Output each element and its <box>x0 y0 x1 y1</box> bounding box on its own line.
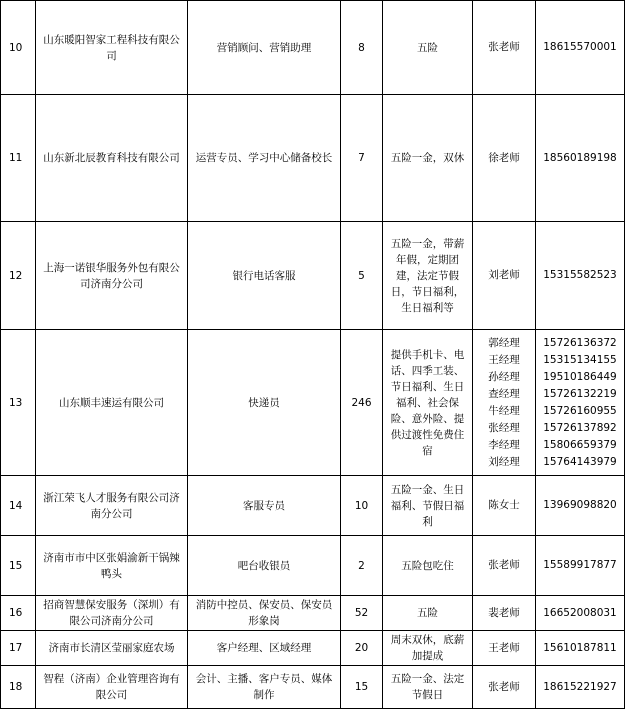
contact-person: 陈女士 <box>488 499 520 511</box>
job-position: 快递员 <box>188 330 341 476</box>
company-name: 招商智慧保安服务（深圳）有限公司济南分公司 <box>36 596 188 631</box>
contact-person: 李经理 <box>488 438 520 451</box>
contact-person: 徐老师 <box>488 151 520 164</box>
job-position: 营销顾问、营销助理 <box>188 1 341 95</box>
phone-cell <box>536 631 625 666</box>
table-row <box>1 596 625 631</box>
phone-number: 15315134155 <box>543 353 617 366</box>
contact-cell <box>473 222 536 330</box>
phone-number: 19510186449 <box>543 370 617 383</box>
phone-number: 15589917877 <box>543 559 617 571</box>
contact-cell <box>473 1 536 95</box>
phone-number: 15764143979 <box>543 455 617 468</box>
contact-cell <box>473 536 536 596</box>
company-name: 济南市长清区莹丽家庭农场 <box>36 631 188 666</box>
hire-count: 52 <box>341 596 383 631</box>
company-name: 上海一诺银华服务外包有限公司济南分公司 <box>36 222 188 330</box>
row-number: 10 <box>1 1 36 95</box>
table-row <box>1 476 625 536</box>
phone-cell <box>536 536 625 596</box>
table-row <box>1 330 625 476</box>
hire-count: 20 <box>341 631 383 666</box>
hire-count: 5 <box>341 222 383 330</box>
contact-person: 张老师 <box>488 680 520 693</box>
company-name: 济南市市中区张娟渝新干锅辣鸭头 <box>36 536 188 596</box>
job-position: 客服专员 <box>188 476 341 536</box>
benefits: 五险包吃住 <box>383 536 473 596</box>
hire-count: 15 <box>341 666 383 709</box>
phone-cell <box>536 1 625 95</box>
contact-cell <box>473 631 536 666</box>
job-position: 银行电话客服 <box>188 222 341 330</box>
phone-cell <box>536 476 625 536</box>
job-position: 会计、主播、客户专员、媒体制作 <box>188 666 341 709</box>
phone-cell <box>536 666 625 709</box>
row-number: 13 <box>1 330 36 476</box>
phone-number: 18615570001 <box>543 41 617 53</box>
benefits: 周末双休，底薪加提成 <box>383 631 473 666</box>
company-name: 山东暖阳智家工程科技有限公司 <box>36 1 188 95</box>
job-position: 运营专员、学习中心储备校长 <box>188 95 341 222</box>
row-number: 12 <box>1 222 36 330</box>
benefits: 五险 <box>383 1 473 95</box>
table-row <box>1 1 625 95</box>
contact-cell <box>473 666 536 709</box>
benefits: 五险 <box>383 596 473 631</box>
contact-person: 查经理 <box>488 387 520 400</box>
row-number: 17 <box>1 631 36 666</box>
job-position: 客户经理、区域经理 <box>188 631 341 666</box>
row-number: 11 <box>1 95 36 222</box>
phone-number: 18560189198 <box>543 151 617 164</box>
phone-number: 18615221927 <box>543 680 617 693</box>
company-name: 浙江荣飞人才服务有限公司济南分公司 <box>36 476 188 536</box>
table-row <box>1 666 625 709</box>
phone-number: 15726137892 <box>543 421 617 434</box>
phone-cell <box>536 95 625 222</box>
phone-number: 15726136372 <box>543 336 617 349</box>
contact-person: 张经理 <box>488 421 520 434</box>
phone-cell <box>536 330 625 476</box>
phone-number: 15726160955 <box>543 404 617 417</box>
contact-person: 张老师 <box>488 559 520 571</box>
contact-person: 裴老师 <box>488 606 520 619</box>
contact-cell <box>473 596 536 631</box>
contact-person: 王经理 <box>488 353 520 366</box>
job-position: 吧台收银员 <box>188 536 341 596</box>
benefits: 提供手机卡、电话、四季工装、节日福利、生日福利、社会保险、意外险、提供过渡性免费住宿 <box>383 330 473 476</box>
phone-number: 15726132219 <box>543 387 617 400</box>
hire-count: 2 <box>341 536 383 596</box>
contact-person: 刘老师 <box>488 269 520 281</box>
contact-cell <box>473 476 536 536</box>
company-name: 智程（济南）企业管理咨询有限公司 <box>36 666 188 709</box>
company-name: 山东新北辰教育科技有限公司 <box>36 95 188 222</box>
phone-cell <box>536 222 625 330</box>
contact-person: 孙经理 <box>488 370 520 383</box>
company-name: 山东顺丰速运有限公司 <box>36 330 188 476</box>
jobs-table-body <box>1 1 625 709</box>
benefits: 五险一金，带薪年假，定期团建，法定节假日，节日福利，生日福利等 <box>383 222 473 330</box>
row-number: 18 <box>1 666 36 709</box>
table-row <box>1 95 625 222</box>
table-row <box>1 536 625 596</box>
contact-cell <box>473 330 536 476</box>
phone-number: 15315582523 <box>543 269 617 281</box>
table-row <box>1 222 625 330</box>
row-number: 15 <box>1 536 36 596</box>
contact-cell <box>473 95 536 222</box>
phone-number: 16652008031 <box>543 606 617 619</box>
contact-person: 王老师 <box>488 641 520 654</box>
hire-count: 246 <box>341 330 383 476</box>
contact-person: 刘经理 <box>488 455 520 468</box>
job-position: 消防中控员、保安员、保安员形象岗 <box>188 596 341 631</box>
contact-person: 牛经理 <box>488 404 520 417</box>
phone-number: 15610187811 <box>543 641 617 654</box>
phone-cell <box>536 596 625 631</box>
hire-count: 10 <box>341 476 383 536</box>
hire-count: 8 <box>341 1 383 95</box>
phone-number: 13969098820 <box>543 499 617 511</box>
benefits: 五险一金，双休 <box>383 95 473 222</box>
hire-count: 7 <box>341 95 383 222</box>
row-number: 14 <box>1 476 36 536</box>
phone-number: 15806659379 <box>543 438 617 451</box>
contact-person: 郭经理 <box>488 336 520 349</box>
benefits: 五险一金、生日福利、节假日福利 <box>383 476 473 536</box>
table-row <box>1 631 625 666</box>
contact-person: 张老师 <box>488 41 520 53</box>
benefits: 五险一金、法定节假日 <box>383 666 473 709</box>
row-number: 16 <box>1 596 36 631</box>
